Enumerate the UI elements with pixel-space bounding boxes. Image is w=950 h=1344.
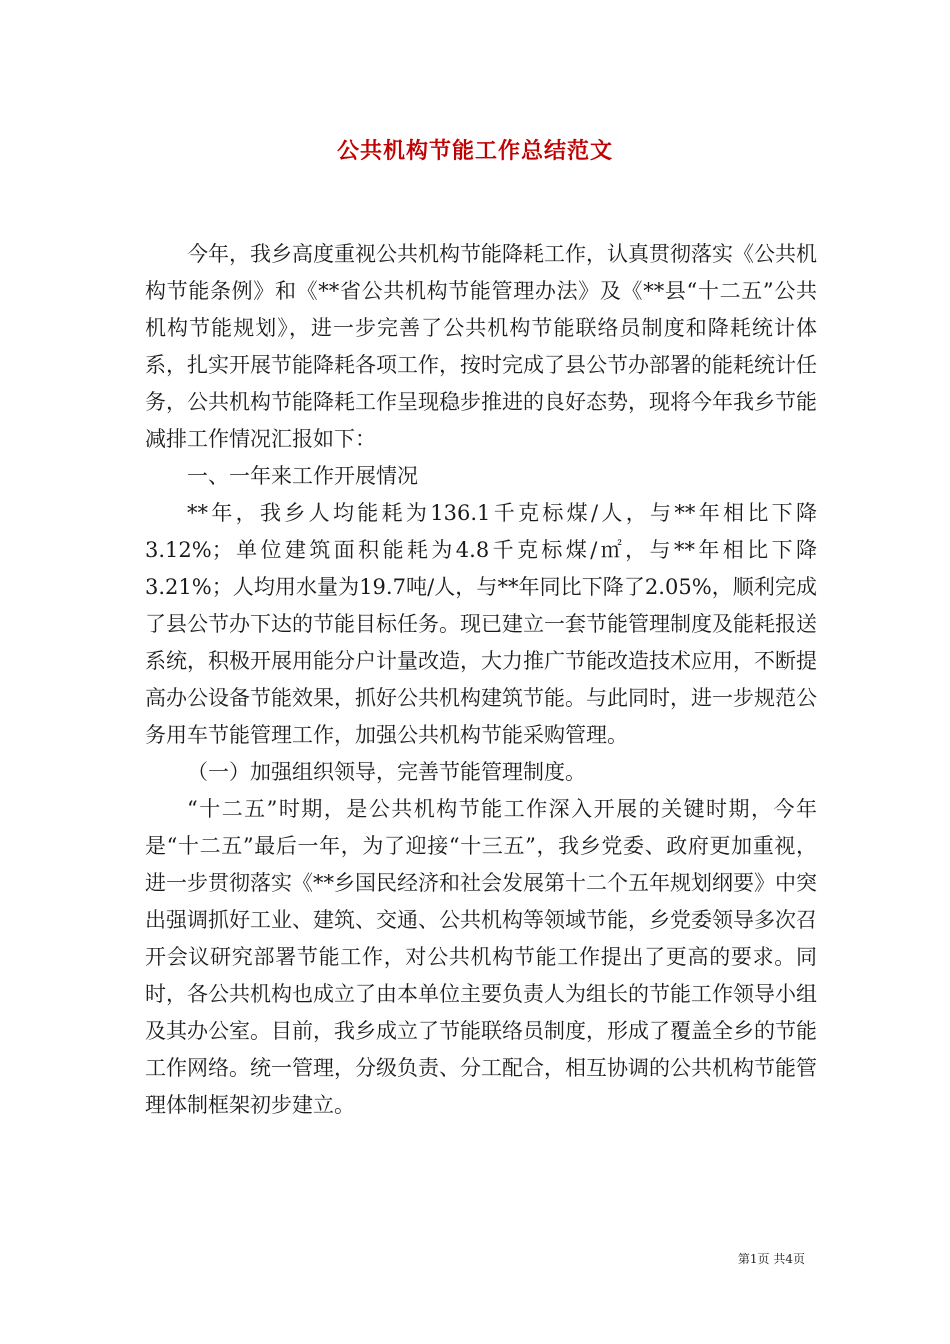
document-title: 公共机构节能工作总结范文 bbox=[336, 138, 613, 164]
page-number: 第1页 共4页 bbox=[737, 1252, 805, 1266]
organization-paragraph: “十二五”时期，是公共机构节能工作深入开展的关键时期，今年是“十二五”最后一年，为了迎接“十三五”，我乡党委、政府更加重视，进一步贯彻落实《**乡国民经济和社会发展第十二个五年规划纲要》中突出强调抓好工业、建筑、交通、公共机构等领域节能，乡党委领导多次召开会议研究部署节能工作，对公共机构节能工作提出了更高的要求。同时，各公共机构也成立了由本单位主要负责人为组长的节能工作领导小组及其办公室。目前，我乡成立了节能联络员制度，形成了覆盖全乡的节能工作网络。统一管理，分级负责、分工配合，相互协调的公共机构节能管理体制框架初步建立。 bbox=[145, 797, 817, 1117]
section-heading-1: 一、一年来工作开展情况 bbox=[187, 464, 418, 488]
intro-paragraph: 今年，我乡高度重视公共机构节能降耗工作，认真贯彻落实《公共机构节能条例》和《**省公共机构节能管理办法》及《**县“十二五”公共机构节能规划》，进一步完善了公共机构节能联络员制度和降耗统计体系，扎实开展节能降耗各项工作，按时完成了县公节办部署的能耗统计任务，公共机构节能降耗工作呈现稳步推进的良好态势，现将今年我乡节能减排工作情况汇报如下： bbox=[145, 242, 817, 451]
subsection-heading-1: （一）加强组织领导，完善节能管理制度。 bbox=[187, 760, 586, 784]
document-body bbox=[145, 236, 817, 1124]
statistics-paragraph: **年，我乡人均能耗为136.1千克标煤/人，与**年相比下降3.12%；单位建筑面积能耗为4.8千克标煤/㎡，与**年相比下降3.21%；人均用水量为19.7吨/人，与**年同比下降了2.05%，顺利完成了县公节办下达的节能目标任务。现已建立一套节能管理制度及能耗报送系统，积极开展用能分户计量改造，大力推广节能改造技术应用，不断提高办公设备节能效果，抓好公共机构建筑节能。与此同时，进一步规范公务用车节能管理工作，加强公共机构节能采购管理。 bbox=[145, 501, 817, 747]
